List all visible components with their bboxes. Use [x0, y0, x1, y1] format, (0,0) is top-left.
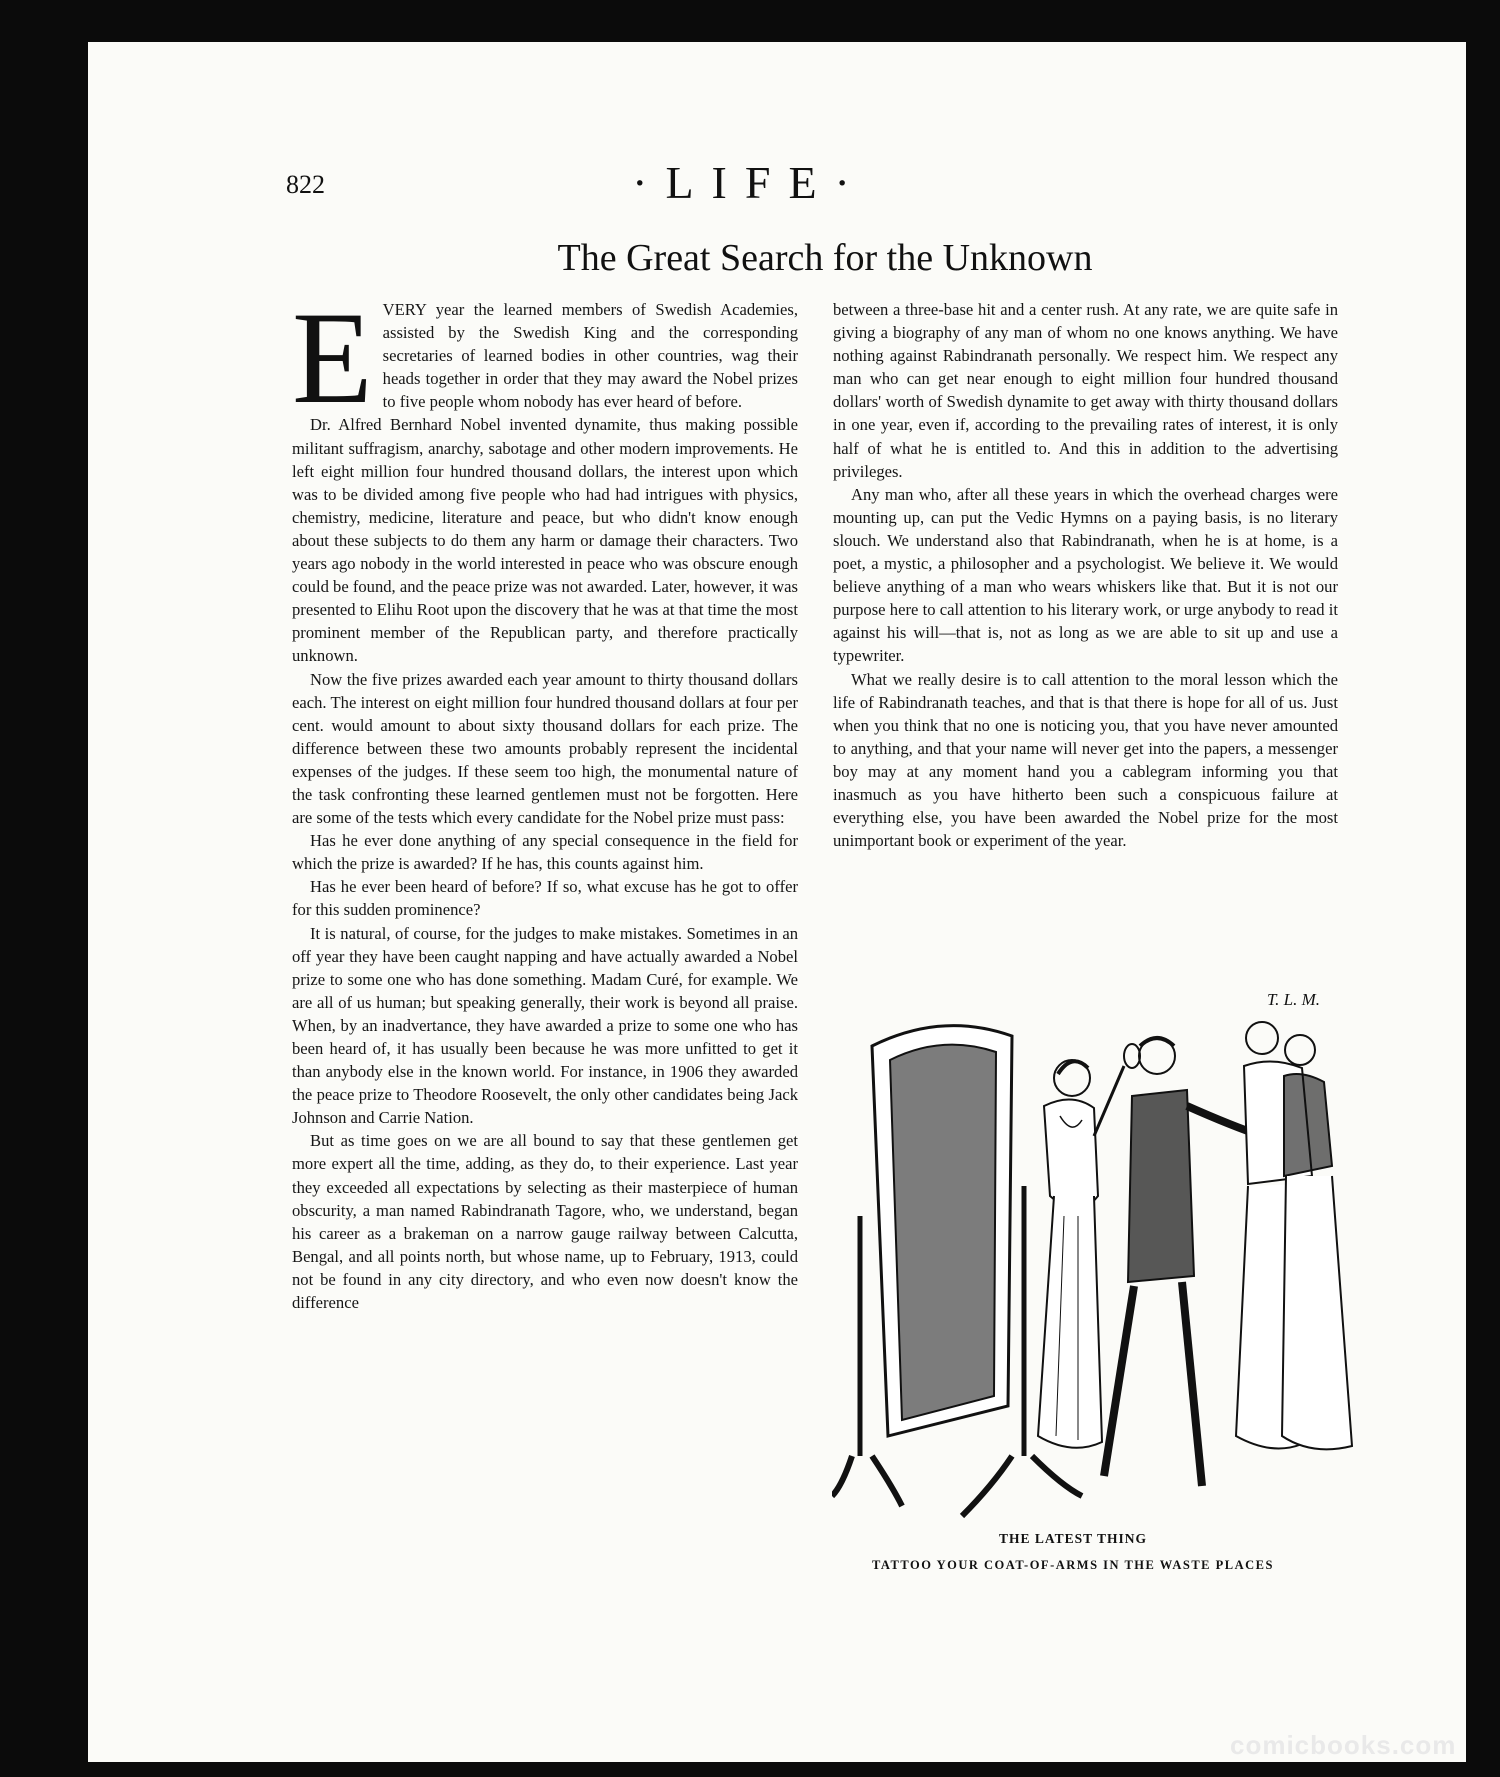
paragraph: Any man who, after all these years in which the overhead charges were mounting up, can put the Vedic Hymns on a paying basis, is no literary slouch. We understand also that Rabindranath, when he is at home, is a poet, a mystic, a philosopher and a psychologist. We believe it. We would believe anything of a man who wears whiskers like that. But it is not our purpose here to call attention to his literary work, or urge anybody to read it against his will—that is, not as long as we are able to sit up and use a typewriter. — [833, 484, 1338, 666]
paragraph: EVERY year the learned members of Swedish Academies, assisted by the Swedish King and the corresponding secretaries of learned bodies in other countries, wag their heads together in order that they may award the Nobel prizes to five people whom nobody has ever heard of before. — [292, 284, 798, 431]
cartoon-illustration — [832, 1016, 1392, 1526]
paragraph: Now the five prizes awarded each year amount to thirty thousand dollars each. The interest on eight million four hundred thousand dollars at four per cent. would amount to about sixty thousand dollars for each prize. The difference between these two amounts probably represent the incidental expenses of the judges. If these seem too high, the monumental nature of the task confronting these learned gentlemen must not be forgotten. Here are some of the tests which every candidate for the Nobel prize must pass: — [292, 669, 798, 828]
caption-title: THE LATEST THING — [998, 1531, 1148, 1546]
right-column — [833, 298, 1338, 852]
mirror-drawing — [832, 1026, 1082, 1516]
drop-cap: E — [292, 284, 373, 431]
paragraph: But as time goes on we are all bound to say that these gentlemen get more expert all the time, adding, as they do, to their experience. Last year they exceeded all expectations by selecting as their masterpiece of human obscurity, a man named Rabindranath Tagore, who, we understand, began his career as a brakeman on a narrow gauge railway between Calcutta, Bengal, and all points north, but whose name, up to February, 1913, could not be found in any city directory, and who even now doesn't know the difference — [292, 1131, 798, 1313]
woman-figure — [1038, 1044, 1140, 1448]
paragraph: Has he ever done anything of any special consequence in the field for which the prize is awarded? If he has, this counts against him. — [292, 831, 798, 874]
masthead: ·LIFE· — [632, 157, 868, 208]
paragraph: It is natural, of course, for the judges to make mistakes. Sometimes in an off year they have been caught napping and have actually awarded a Nobel prize to some one who has done something. Madam Curé, for example. We are all of us human; but speaking generally, their work is beyond all praise. When, by an inadvertance, they have awarded a prize to some one who has been heard of, it has usually been because he was more unfitted to get it than anybody else in the known world. For instance, in 1906 they awarded the peace prize to Theodore Roosevelt, the only other candidates being Jack Johnson and Carrie Nation. — [292, 923, 798, 1128]
watermark: comicbooks.com — [1230, 1730, 1457, 1760]
paragraph: Has he ever been heard of before? If so, what excuse has he got to offer for this sudden prominence? — [292, 877, 798, 920]
paragraph: Dr. Alfred Bernhard Nobel invented dynamite, thus making possible militant suffragism, anarchy, sabotage and other modern improvements. He left eight million four hundred thousand dollars, the interest upon which was to be divided among five people who had had intrigues with physics, chemistry, medicine, literature and peace, but who didn't know enough about these subjects to do them any harm or damage their characters. Two years ago nobody in the world interested in peace who was obscure enough could be found, and the peace prize was not awarded. Later, however, it was presented to Elihu Root upon the discovery that he was at that time the most prominent member of the Republican party, and therefore practically unknown. — [292, 415, 799, 666]
left-column — [292, 284, 799, 1314]
caption-subtitle: TATTOO YOUR COAT-OF-ARMS IN THE WASTE PLACES — [872, 1558, 1274, 1572]
paragraph: What we really desire is to call attention to the moral lesson which the life of Rabindranath teaches, and that is that there is hope for all of us. Just when you think that no one is noticing you, that you have never amounted to anything, and that your name will never get into the papers, a messenger boy may at any moment hand you a cablegram informing you that inasmuch as you have hitherto been such a conspicuous failure at everything else, you have been awarded the Nobel prize for the most unimportant book or experiment of the year. — [833, 669, 1338, 851]
page-number: 822 — [286, 170, 325, 199]
article-title: The Great Search for the Unknown — [557, 237, 1093, 279]
onlookers-figure — [1236, 1022, 1352, 1449]
paragraph: between a three-base hit and a center rush. At any rate, we are quite safe in giving a biography of any man of whom no one knows anything. We have nothing against Rabindranath personally. We respect him. We respect any man who can get near enough to eight million four hundred thousand dollars' worth of Swedish dynamite to get away with thirty thousand dollars in one year, even if, according to the prevailing rates of interest, it is only half of what he is entitled to. And this in addition to the advertising privileges. — [833, 300, 1338, 481]
author-signature: T. L. M. — [1266, 990, 1320, 1009]
